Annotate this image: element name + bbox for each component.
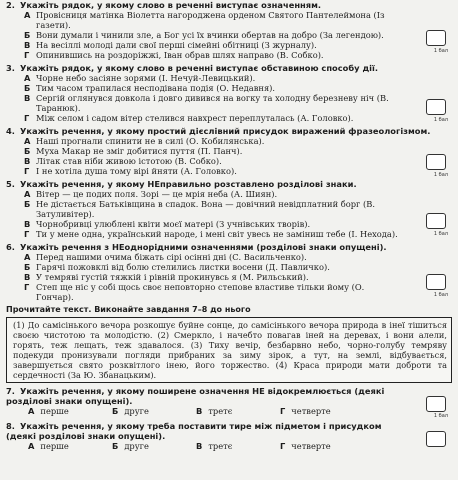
option-letter: Б bbox=[24, 30, 31, 40]
option bbox=[6, 229, 454, 239]
score-label: 1 бал bbox=[433, 292, 448, 298]
question-text: Укажіть речення, у якому поширене означення НЕ відокремлюється (деякі розділові знаки опущені). bbox=[6, 386, 385, 406]
question-number: 3. bbox=[6, 63, 15, 73]
option-letter: А bbox=[24, 73, 31, 83]
choice bbox=[112, 406, 196, 418]
option bbox=[6, 146, 454, 156]
option-text: Літак став ніби живою істотою (В. Собко). bbox=[36, 156, 222, 166]
question-8 bbox=[6, 421, 454, 453]
option bbox=[6, 272, 454, 282]
question-number: 7. bbox=[6, 386, 15, 396]
option-letter: Г bbox=[24, 50, 30, 60]
option bbox=[6, 136, 454, 146]
option bbox=[6, 50, 454, 60]
option bbox=[6, 156, 454, 166]
option-letter: В bbox=[24, 156, 31, 166]
option-letter: В bbox=[24, 93, 31, 103]
option-text: Опинившись на роздоріжжі, Іван обрав шлях направо (В. Собко). bbox=[36, 50, 324, 60]
question-title bbox=[6, 63, 454, 73]
score-label: 1 бал bbox=[433, 48, 448, 54]
answer-box[interactable] bbox=[426, 274, 446, 290]
option-letter: А bbox=[24, 136, 31, 146]
question-text: Укажіть речення, у якому простий дієслівний присудок виражений фразеологізмом. bbox=[20, 126, 431, 136]
option bbox=[6, 113, 454, 123]
option-text: Між селом і садом вітер стелився навхрест переплуталась (А. Головко). bbox=[36, 113, 354, 123]
choice-text: четверте bbox=[291, 441, 331, 451]
question-number: 2. bbox=[6, 0, 15, 10]
choice bbox=[28, 406, 112, 418]
option-text: Провісниця матінка Віолетта нагороджена орденом Святого Пантелеймона (Із газети). bbox=[36, 10, 385, 30]
choice bbox=[280, 441, 364, 453]
choice-text: друге bbox=[124, 406, 149, 416]
question-6 bbox=[6, 242, 454, 302]
option bbox=[6, 83, 454, 93]
option bbox=[6, 219, 454, 229]
option-text: Сергій оглянувся довкола і довго дивився на вогку та холодну березневу ніч (В. Таранюк). bbox=[36, 93, 389, 113]
choice-letter: Г bbox=[280, 406, 286, 416]
option-letter: Б bbox=[24, 146, 31, 156]
option-letter: А bbox=[24, 189, 31, 199]
choice-text: четверте bbox=[291, 406, 331, 416]
question-text: Укажіть рядок, у якому слово в реченні виступає означенням. bbox=[20, 0, 322, 10]
option-letter: Г bbox=[24, 282, 30, 292]
option-text: Перед нашими очима біжать сірі осінні дні (С. Васильченко). bbox=[36, 252, 307, 262]
question-number: 4. bbox=[6, 126, 15, 136]
option-letter: Г bbox=[24, 166, 30, 176]
choice bbox=[28, 441, 112, 453]
reading-passage: (1) До самісінького вечора розкошує буйне сонце, до самісінького вечора природа в інеї тішиться своєю чистотою та молодістю. (2) Смеркло, і начебто повагав іней на деревах, і вони алели, горять, теж лещать, теж здавалося. (3) Тиху вечір, безбарвно небо, чорно-голубу темряву подекуди пронизували погляди прибраних за зиму зірок, а тут, на землі, відбувається, завершується свято розквітлого інею, його торжество. (4) Краса природи мати доброти та сердечності (За Ю. Збанацьким). bbox=[6, 317, 452, 383]
option-text: На весіллі молоді дали свої перші сімейні обітниці (З журналу). bbox=[36, 40, 317, 50]
choice-letter: А bbox=[28, 406, 35, 416]
question-7 bbox=[6, 386, 454, 418]
option bbox=[6, 10, 454, 30]
option-text: Ти у мене одна, український народе, і мені світ увесь не заміниш тебе (І. Нехода). bbox=[36, 229, 398, 239]
option-letter: Б bbox=[24, 83, 31, 93]
choice-text: третє bbox=[208, 441, 233, 451]
option bbox=[6, 30, 454, 40]
option-text: Наші прогнали спинити не в силі (О. Кобилянська). bbox=[36, 136, 265, 146]
question-title bbox=[6, 179, 454, 189]
choice-letter: В bbox=[196, 441, 203, 451]
question-2 bbox=[6, 0, 454, 60]
option bbox=[6, 189, 454, 199]
question-text: Укажіть речення, у якому НЕправильно розставлено розділові знаки. bbox=[20, 179, 357, 189]
option bbox=[6, 166, 454, 176]
option-letter: Г bbox=[24, 229, 30, 239]
option-text: Не дістається Батьківщина в спадок. Вона — довічний невідплатний борг (В. Затуливітер). bbox=[36, 199, 375, 219]
answer-box[interactable] bbox=[426, 213, 446, 229]
choice-letter: Г bbox=[280, 441, 286, 451]
option-letter: А bbox=[24, 252, 31, 262]
option-text: Гарячі пожовклі від болю стелились листки восени (Д. Павличко). bbox=[36, 262, 330, 272]
option bbox=[6, 93, 454, 113]
answer-box[interactable] bbox=[426, 154, 446, 170]
answer-choices bbox=[6, 441, 454, 453]
answer-box[interactable] bbox=[426, 30, 446, 46]
option-letter: В bbox=[24, 40, 31, 50]
option bbox=[6, 282, 454, 302]
option bbox=[6, 73, 454, 83]
option-text: Вони думали і чинили зле, а Бог усі їх вчинки обертав на добро (За легендою). bbox=[36, 30, 384, 40]
choice bbox=[112, 441, 196, 453]
option-text: У темряві густій тяжкій і рівній прокинувсь я (М. Рильський). bbox=[36, 272, 309, 282]
question-number: 6. bbox=[6, 242, 15, 252]
option bbox=[6, 252, 454, 262]
option bbox=[6, 262, 454, 272]
answer-box[interactable] bbox=[426, 396, 446, 412]
choice-text: перше bbox=[40, 406, 69, 416]
question-text: Укажіть рядок, у якому слово в реченні виступає обставиною способу дії. bbox=[20, 63, 379, 73]
option-text: І не хотіла душа тому вірі йняти (А. Головко). bbox=[36, 166, 237, 176]
option-letter: В bbox=[24, 272, 31, 282]
option-text: Чорнобривці улюблені квіти моєї матері (З учнівських творів). bbox=[36, 219, 311, 229]
question-5 bbox=[6, 179, 454, 239]
option bbox=[6, 40, 454, 50]
question-text: Укажіть речення з НЕоднорідними означеннями (розділові знаки опущені). bbox=[20, 242, 387, 252]
option-text: Степ ще ніс у собі щось своє неповторно степове властиве тільки йому (О. Гончар). bbox=[36, 282, 365, 302]
score-label: 1 бал bbox=[433, 413, 448, 419]
option bbox=[6, 199, 454, 219]
choice bbox=[196, 406, 280, 418]
question-text: Укажіть речення, у якому треба поставити тире між підметом і присудком (деякі розділові знаки опущені). bbox=[6, 421, 382, 441]
question-number: 8. bbox=[6, 421, 15, 431]
option-letter: Б bbox=[24, 199, 31, 209]
option-text: Муха Макар не зміг добитися пуття (П. Панч). bbox=[36, 146, 243, 156]
option-text: Вітер — це подих поля. Зорі — це мрія неба (А. Шиян). bbox=[36, 189, 278, 199]
question-title bbox=[6, 386, 454, 406]
question-title bbox=[6, 242, 454, 252]
question-title bbox=[6, 421, 454, 441]
choice bbox=[280, 406, 364, 418]
choice-text: третє bbox=[208, 406, 233, 416]
choice-letter: Б bbox=[112, 406, 119, 416]
answer-choices bbox=[6, 406, 454, 418]
question-title bbox=[6, 0, 454, 10]
score-label: 1 бал bbox=[433, 231, 448, 237]
option-text: Тим часом трапилася несподівана подія (О. Недавня). bbox=[36, 83, 276, 93]
choice-text: перше bbox=[40, 441, 69, 451]
answer-box[interactable] bbox=[426, 99, 446, 115]
question-3 bbox=[6, 63, 454, 123]
choice-letter: Б bbox=[112, 441, 119, 451]
option-letter: Г bbox=[24, 113, 30, 123]
option-text: Чорне небо засіяне зорями (І. Нечуй-Левицький). bbox=[36, 73, 256, 83]
choice-letter: А bbox=[28, 441, 35, 451]
question-number: 5. bbox=[6, 179, 15, 189]
choice-text: друге bbox=[124, 441, 149, 451]
score-label: 1 бал bbox=[433, 117, 448, 123]
score-label: 1 бал bbox=[433, 172, 448, 178]
reading-instruction: Прочитайте текст. Виконайте завдання 7–8 до нього bbox=[6, 305, 251, 314]
option-letter: В bbox=[24, 219, 31, 229]
question-title bbox=[6, 126, 454, 136]
choice-letter: В bbox=[196, 406, 203, 416]
option-letter: А bbox=[24, 10, 31, 20]
choice bbox=[196, 441, 280, 453]
answer-box[interactable] bbox=[426, 431, 446, 447]
question-4 bbox=[6, 126, 454, 176]
option-letter: Б bbox=[24, 262, 31, 272]
